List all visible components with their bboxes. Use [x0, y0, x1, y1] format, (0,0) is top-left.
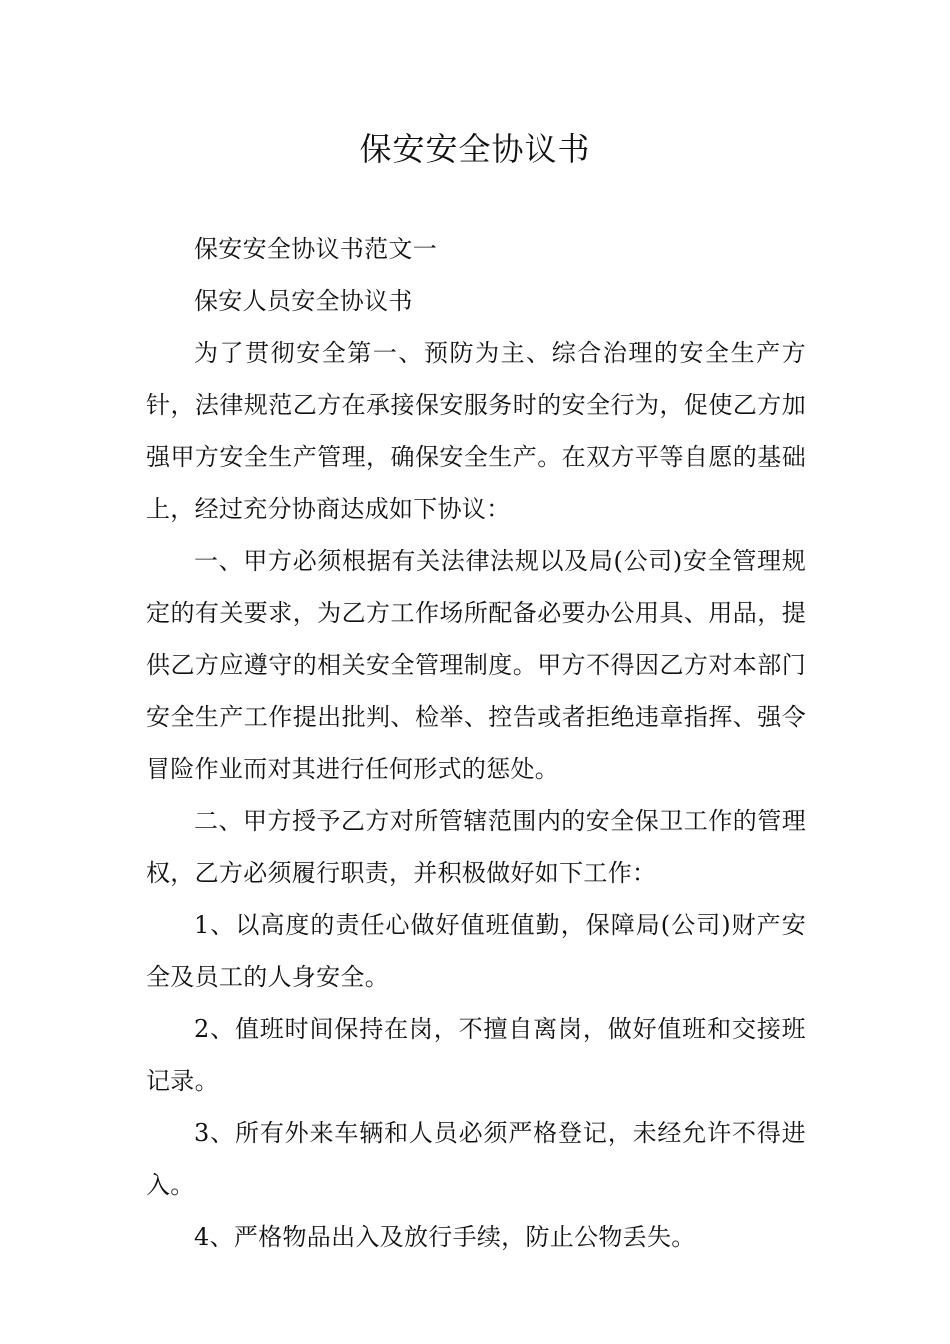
paragraph-item-4: 4、严格物品出入及放行手续，防止公物丢失。	[194, 1223, 696, 1251]
paragraph-item-1: 1、以高度的责任心做好值班值勤，保障局(公司)财产安全及员工的人身安全。	[146, 911, 806, 991]
paragraph-heading: 保安人员安全协议书	[194, 287, 413, 315]
document-body	[146, 223, 806, 1263]
paragraph-subtitle: 保安安全协议书范文一	[194, 235, 437, 263]
paragraph-item-2: 2、值班时间保持在岗，不擅自离岗，做好值班和交接班记录。	[146, 1015, 806, 1095]
paragraph-item-3: 3、所有外来车辆和人员必须严格登记，未经允许不得进入。	[146, 1119, 806, 1199]
paragraph-intro: 为了贯彻安全第一、预防为主、综合治理的安全生产方针，法律规范乙方在承接保安服务时的安全行为，促使乙方加强甲方安全生产管理，确保安全生产。在双方平等自愿的基础上，经过充分协商达成如下协议：	[146, 339, 806, 523]
paragraph-clause-2: 二、甲方授予乙方对所管辖范围内的安全保卫工作的管理权，乙方必须履行职责，并积极做好如下工作：	[146, 807, 806, 887]
paragraph-clause-1: 一、甲方必须根据有关法律法规以及局(公司)安全管理规定的有关要求，为乙方工作场所配备必要办公用具、用品，提供乙方应遵守的相关安全管理制度。甲方不得因乙方对本部门安全生产工作提出批判、检举、控告或者拒绝违章指挥、强令冒险作业而对其进行任何形式的惩处。	[146, 547, 806, 783]
document-title: 保安安全协议书	[359, 130, 591, 168]
